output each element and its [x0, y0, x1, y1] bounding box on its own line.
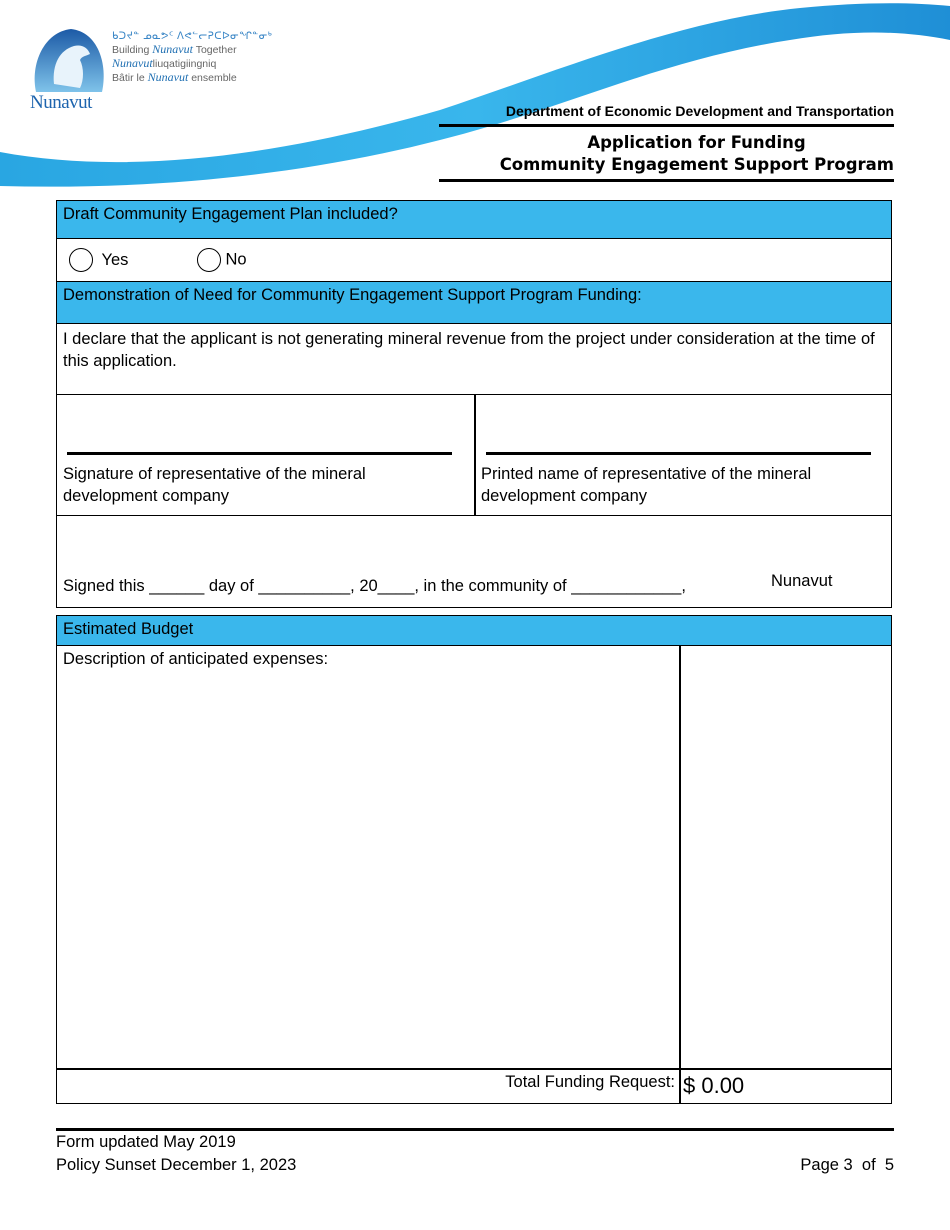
policy-sunset-date: Policy Sunset December 1, 2023: [56, 1156, 297, 1174]
signature-label: Signature of representative of the mineral development company: [63, 465, 366, 505]
signature-row: [57, 394, 891, 516]
form-title-line2: Community Engagement Support Program: [499, 155, 894, 174]
expenses-description-label: Description of anticipated expenses:: [63, 650, 329, 668]
signature-line[interactable]: [67, 452, 452, 455]
engagement-declaration-section: [56, 200, 892, 608]
title-top-rule: [439, 124, 894, 127]
yes-radio-option[interactable]: [69, 248, 128, 278]
title-bottom-rule: [439, 179, 894, 182]
logo-tagline: [112, 30, 272, 85]
logo-english-line: Building Nunavut Together: [112, 42, 237, 56]
estimated-budget-header: Estimated Budget: [57, 616, 891, 646]
logo-inuinnaqtun-line: Nunavutliuqatigiingniq: [112, 56, 217, 70]
printed-name-line[interactable]: [486, 452, 871, 455]
logo-wordmark: Nunavut: [30, 92, 92, 113]
logo-french-line: Bâtir le Nunavut ensemble: [112, 70, 237, 84]
form-title-line1: Application for Funding: [587, 133, 806, 152]
total-row-rule: [57, 1068, 891, 1070]
form-updated-date: Form updated May 2019: [56, 1133, 236, 1151]
budget-column-divider: [679, 646, 681, 1103]
expenses-description-field[interactable]: [61, 672, 673, 1066]
no-radio-option[interactable]: [197, 248, 247, 278]
department-name: Department of Economic Development and Transportation: [505, 103, 894, 119]
yes-label: Yes: [101, 250, 129, 269]
need-demonstration-header: Demonstration of Need for Community Engagement Support Program Funding:: [57, 281, 891, 324]
expenses-amount-field[interactable]: [683, 650, 888, 1066]
plan-question-header: Draft Community Engagement Plan included?: [57, 201, 891, 239]
signed-date-community-line[interactable]: Signed this ______ day of __________, 20____, in the community of ____________,: [63, 577, 686, 595]
printed-name-label: Printed name of representative of the mineral development company: [481, 465, 812, 505]
footer-rule: [56, 1128, 894, 1131]
no-radio-button[interactable]: [197, 248, 221, 272]
mineral-revenue-declaration: I declare that the applicant is not generating mineral revenue from the project under consideration at the time of this application.: [63, 330, 875, 370]
logo-syllabics-line: ᑲᑐᔪᓐ ᓄᓇᕗᑦ ᐱᕙᓪᓕᕈᑕᐅᓂᖏᓐᓂᒃ: [112, 31, 273, 42]
total-funding-value[interactable]: $ 0.00: [683, 1073, 745, 1098]
page-number: Page 3 of 5: [800, 1156, 894, 1174]
signature-row-divider: [474, 395, 476, 515]
yes-radio-button[interactable]: [69, 248, 93, 272]
no-label: No: [225, 250, 247, 269]
total-funding-label: Total Funding Request:: [505, 1073, 675, 1091]
estimated-budget-section: [56, 615, 892, 1104]
signed-nunavut-suffix: Nunavut: [771, 572, 833, 590]
